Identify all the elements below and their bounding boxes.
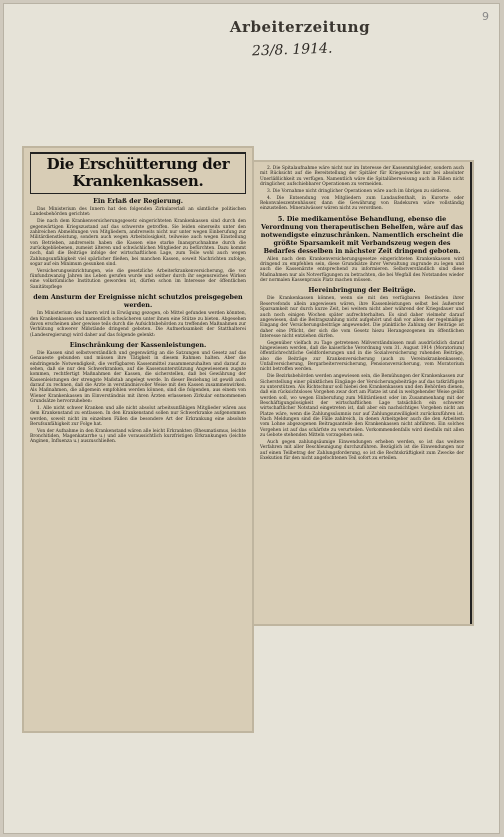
article-title-box [30,152,246,194]
paragraph: 3. Die Vornahme nicht dringlicher Operationen wäre auch im übrigen zu sistieren. [267,188,451,194]
paragraph: Von der Aufnahme in den Krankenstand wären alle leicht Erkrankten (Rheumatismus, leichte Bronchitiden, Magenkatarrhe u.) und alle voraussichtlich kurzfristigen Erkrankungen (leichte Anginen, Influenza u.) auszuschließen. [30,428,246,445]
paragraph: Die Krankenkassen können, wenn sie mit den verfügbaren Beständen ihrer Reservefonds allein angewiesen wären, ihre Kassenleistungen selbst bei äußerster Sparsamkeit nur durch kurze Zeit, bei weitem nicht aber während der Kriegsdauer und auch noch einigen Wochen später aufrechterhalten. Es sind daher vielmehr darauf angewiesen, daß die Beitragszahlung nicht aufgehört und daß vor allem der regelmäßige Eingang der Versicherungsbeiträge angewendet. Die pünktliche Zahlung der Beiträge ist daher eine Pflicht, der sich die vom Gesetz hiezu Herangezogenen im öffentlichen Interesse nicht entziehen dürfen. [260,296,464,339]
paragraph: Das Ministerium des Innern hat den folgenden Zirkularerlaß an sämtliche politischen Landesbehörden gerichtet: [30,207,246,218]
paragraph: Versicherungseinrichtungen, wie die gesetzliche Arbeiterkrankenversicherung, die vor fünfundzwanzig Jahren ins Leben gerufen wurde und seither durch ihr segensreiches Wirken eine volkstümliche Institution geworden ist, dürfen schon im Interesse der öffentlichen Sanitätspflege [30,268,246,290]
left-column-body [30,197,246,445]
paragraph: Gegenüber vielfach zu Tage getretenen Mißverständnissen muß ausdrücklich darauf hingewiesen werden, daß die kaiserliche Verordnung vom 31. August 1914 (Moratorium) öffentlichrechtliche Geldforderungen und in die Sozialversicherung ruhenden Beiträge, also die Beiträge zur Krankenversicherung (auch zu Vereinskrankenkassen), Unfallversicherung, Bergarbeiterversicherung, Pensionsversicherung, vom Moratorium nicht betroffen werden. [260,340,464,373]
publication-header [4,18,501,36]
paragraph: 1. Alle nicht schwer Kranken und alle nicht absolut arbeitsunfähigen Mitglieder wären aus dem Krankenstand zu entlassen. In den Krankenstand sollen nur Schwerkranke aufgenommen werden, soweit nicht im einzelnen Fällen die besondere Art der Erkrankung eine absolute Berufsunfähigkeit zur Folge hat. [30,405,246,427]
paragraph: Die Bezirksbehörden werden angewiesen sein, die Bemühungen der Krankenkassen zur Sicherstellung einer pünktlichen Eingänge der Versicherungsbeiträge auf das tatkräftigste zu unterstützen. Als Richtschnur soll hiebei den Krankenkassen und den Behörden dienen, daß ein rücksichtsloses Vorgehen zwar dort am Platze ist und in weitgehender Weise geübt werden soll, wo wegen Einberufung zum Militärdienst oder im Zusammenhang mit der Beschäftigungslosigkeit der wirtschaftlichen Lage tatsächlich ein schwerer wirtschaftlicher Notstand eingetreten ist, daß aber ein nachsichtiges Vorgehen nicht am Platze wäre, wenn die Zahlungssäumnis nur auf Zahlungsunwilligkeit zurückzuführen ist. Nach Meldungen sind die Fälle zahlreich, in denen Arbeitgeber auch die den Arbeitern vom Lohne abgezogenen Beitragsanteile den Krankenkassen nicht abführen. Ein solches Vorgehen ist auf das schärfste zu verurteilen. Vorkommendenfalls wird diesfalls mit allen zu Gebote stehenden Mitteln vorzugehen sein. [260,374,464,439]
paragraph: 4. Die Entsendung von Mitgliedern zum Landaufenthalt, in Kurorte oder Rekonvaleszentenhäuser, dann die Gewährung von Badekuren wäre vollständig einzustellen. Mineralwässer wären nicht zu verordnen. [260,195,464,212]
page-number: 9 [482,10,489,23]
paragraph: 2. Die Spitalaufnahme wäre nicht nur im Interesse der Kassenmitglieder, sondern auch mit Rücksicht auf die Bereitstellung der Spitäler für Kriegszwecke nur bei absoluter Unerläßlichkeit zu verfügen. Namentlich wäre die Spitalüberweisung auch in Fällen nicht dringlicher, aufschiebbarer Operationen zu vermeiden. [260,166,464,188]
article-title: Die Erschütterung der Krankenkassen. [46,155,230,190]
paragraph: Die nach dem Krankenversicherungsgesetz eingerichteten Krankenkassen sind durch den gegenwärtigen Kriegszustand auf das schwerste getroffen. Sie leiden einerseits unter den zahlreichen Abmeldungen von Mitgliedern, andrerseits nicht nur unter wegen Einberufung zur Militärdienstleistung, sondern auch wegen Arbeitslosigkeit, teilweise auch wegen Einstellung von Betrieben, andrerseits haben die Kassen eine starke Inanspruchnahme durch die zurückgebliebenen, zumeist älteren und schwächlichen Mitglieder zu befürchten. Dazu kommt noch, daß die Beiträge infolge der wirtschaftlichen Lage, zum Teile wohl auch wegen Zahlungsunfähigkeit viel spärlicher fließen, bei manchen Kassen, soweit Nachrichten zufolge, sogar auf ein Minimum gesunken sind. [30,219,246,267]
handwritten-date: 23/8. 1914. [251,40,333,60]
clipping-column-left [24,148,252,731]
section-heading: dem Ansturm der Ereignisse nicht schutzlos preisgegeben werden. [33,293,243,310]
section-heading: 5. Die medikamentöse Behandlung, ebenso die Verordnung von therapeutischen Behelfen, wäre auf das notwendigste einzuschränken. Namentlich erscheint die größte Sparsamkeit mit Verbandszeug wegen des Bedarfes desselben in nächster Zeit dringend geboten. [260,214,464,255]
section-heading: Hereinbringung der Beiträge. [308,286,416,295]
clipping-column-right [254,162,472,624]
paragraph: Die Kassen sind selbstverständlich und gegenwärtig an die Satzungen und Gesetz auf das Genaueste gebunden und müssen ihre Tätigkeit in diesem Rahmen halten. Aber die eindringende Notwendigkeit, die verfügbaren Kassenmittel zusammenzuhalten und darauf zu sehen, daß sie nur den Schwerkranken, auf die Kassenunterstützung Angewiesenen zugute kommen, rechtfertigt Maßnahmen der Kassen, die sicherstellen, daß bei Gewährung der Kassenleistungen der strengste Maßstab angelegt werde. In dieser Beziehung ist gewiß auch darauf zu rechnen, daß die Ärzte in verständnisvoller Weise mit den Kassen zusammenwirken. Als Maßnahmen, die allgemein empfohlen werden können, sind die folgenden, aus einem von Wiener Krankenkassen im Einverständnis mit ihren Ärzten erlassenen Zirkular entnommenen Grundsätze hervorzuheben: [30,350,246,404]
publication-name: Arbeiterzeitung [229,18,371,36]
section-heading: Ein Erlaß der Regierung. [93,197,183,205]
paragraph: Im Ministerium des Innern wird in Erwägung gezogen, ob Mittel gefunden werden könnten, den Krankenkassen und namentlich schwächeren unter ihnen eine Stütze zu bieten. Abgesehen davon erscheinen aber gewisse teils durch die Aufsichtsbehörden zu treffenden Maßnahmen zur Verhütung schwerer Mißstände dringend geboten. Die Aufmerksamkeit der Statthalterei (Landesregierung) wird daher auf das folgende gelenkt: [30,311,246,338]
paragraph: Auch gegen zahlungsäumige Einwendungen erheben werden, so ist das weitere Verfahren mit aller Beschleunigung durchzuführen. Bezüglich ist die Einwendungen nur auf einen Teilbetrag der Zahlungsforderung, so ist die Rechtskräftigkeit zum Zwecke der Exekution für den nicht angefochtenen Teil sofort zu erteilen. [260,439,464,461]
right-column-body [260,166,464,461]
paragraph: Allen nach dem Krankenversicherungsgesetze eingerichteten Krankenkassen wird dringend zu empfehlen sein, diese Grundsätze ihrer Verwaltung zugrunde zu legen und auch die Kassenärzte entsprechend zu informieren. Selbstverständlich sind diese Maßnahmen nur als Notverfügungen zu betrachten, die bei Wegfall des Notstandes wieder der normalen Kassenpraxis Platz machen müssen. [260,256,464,284]
section-heading: Einschränkung der Kassenleistungen. [69,340,207,349]
